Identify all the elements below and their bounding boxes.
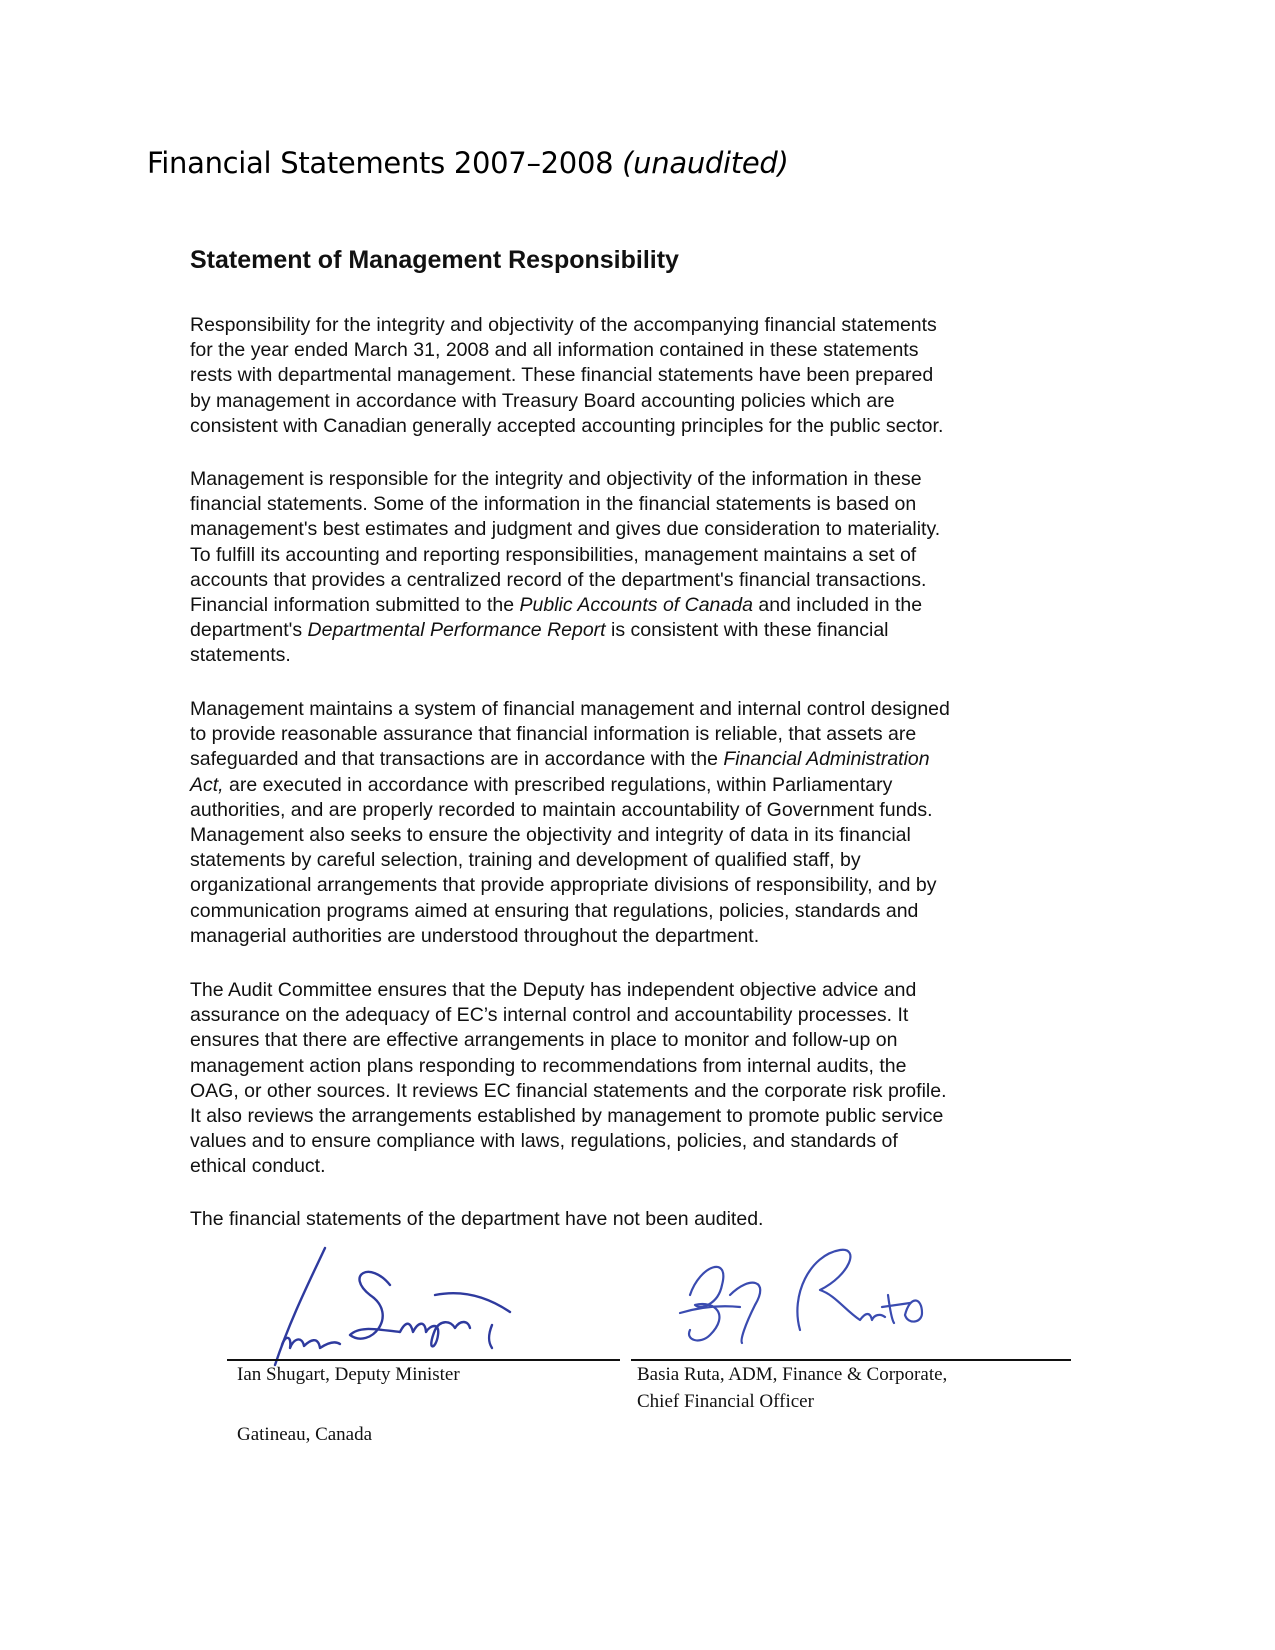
place-of-signing: Gatineau, Canada bbox=[237, 1424, 373, 1445]
signatory-name-title-line2: Chief Financial Officer bbox=[637, 1391, 814, 1412]
text-line: rests with departmental management. These financial statements have been prepared bbox=[190, 364, 934, 387]
signatory-name-title-line1: Basia Ruta, ADM, Finance & Corporate, bbox=[637, 1364, 948, 1385]
text-line: organizational arrangements that provide appropriate divisions of responsibility, and by bbox=[190, 874, 937, 897]
text-run: are executed in accordance with prescribed regulations, within Parliamentary bbox=[223, 773, 893, 796]
italic-title-dpr: Departmental Performance Report bbox=[307, 619, 606, 642]
text-line: managerial authorities are understood throughout the department. bbox=[190, 924, 760, 947]
text-line bbox=[190, 618, 1090, 643]
text-run: department's bbox=[190, 619, 308, 642]
text-line bbox=[190, 773, 1090, 798]
signature-line bbox=[227, 1359, 620, 1361]
text-line: communication programs aimed at ensuring that regulations, policies, standards and bbox=[190, 899, 919, 922]
paragraph-integrity bbox=[190, 467, 1090, 669]
text-line: accounts that provides a centralized record of the department's financial transactions. bbox=[190, 568, 927, 591]
text-line: ensures that there are effective arrangements in place to monitor and follow-up on bbox=[190, 1029, 898, 1052]
text-run: Financial information submitted to the bbox=[190, 594, 520, 617]
text-line: Responsibility for the integrity and objectivity of the accompanying financial statements bbox=[190, 314, 937, 336]
text-run: safeguarded and that transactions are in accordance with the bbox=[190, 748, 724, 771]
text-line: financial statements. Some of the information in the financial statements is based on bbox=[190, 493, 917, 516]
paragraph-internal-control bbox=[190, 697, 1090, 949]
text-line: ethical conduct. bbox=[190, 1155, 326, 1178]
signature-basia-ruta-icon bbox=[660, 1235, 960, 1360]
signatory-name-title bbox=[637, 1363, 947, 1414]
text-line: management's best estimates and judgment and gives due consideration to materiality. bbox=[190, 518, 941, 541]
signatory-name-title: Ian Shugart, Deputy Minister bbox=[237, 1364, 460, 1385]
italic-title-public-accounts: Public Accounts of Canada bbox=[519, 594, 753, 617]
text-line: for the year ended March 31, 2008 and all information contained in these statements bbox=[190, 339, 919, 362]
signature-ian-shugart-icon bbox=[230, 1240, 590, 1370]
italic-title-fa-act-cont: Act, bbox=[190, 773, 224, 796]
title-main: Financial Statements 2007–2008 bbox=[147, 146, 614, 180]
text-line bbox=[190, 593, 1090, 618]
text-line: OAG, or other sources. It reviews EC financial statements and the corporate risk profile. bbox=[190, 1079, 947, 1102]
text-line: consistent with Canadian generally accepted accounting principles for the public sector. bbox=[190, 414, 944, 437]
paragraph-responsibility bbox=[190, 313, 1090, 439]
text-line: The financial statements of the department have not been audited. bbox=[190, 1208, 764, 1230]
title-qualifier: (unaudited) bbox=[622, 146, 789, 180]
text-line: management action plans responding to recommendations from internal audits, the bbox=[190, 1054, 907, 1077]
section-heading: Statement of Management Responsibility bbox=[190, 246, 679, 274]
text-run: and included in the bbox=[752, 594, 923, 617]
text-line: Management also seeks to ensure the objectivity and integrity of data in its financial bbox=[190, 824, 911, 847]
text-line: To fulfill its accounting and reporting responsibilities, management maintains a set of bbox=[190, 543, 917, 566]
document-title bbox=[147, 146, 789, 180]
text-line: statements by careful selection, training and development of qualified staff, by bbox=[190, 849, 861, 872]
italic-title-fa-act: Financial Administration bbox=[723, 748, 930, 771]
text-line bbox=[190, 747, 1090, 772]
text-line: values and to ensure compliance with laws, regulations, policies, and standards of bbox=[190, 1130, 898, 1153]
signature-line bbox=[631, 1359, 1071, 1361]
text-run: is consistent with these financial bbox=[605, 619, 889, 642]
text-line: statements. bbox=[190, 644, 291, 667]
text-line: It also reviews the arrangements established by management to promote public service bbox=[190, 1105, 944, 1128]
text-line: The Audit Committee ensures that the Deputy has independent objective advice and bbox=[190, 979, 917, 1001]
text-line: Management maintains a system of financial management and internal control designed bbox=[190, 698, 950, 720]
text-line: by management in accordance with Treasury Board accounting policies which are bbox=[190, 389, 895, 412]
text-line: authorities, and are properly recorded to maintain accountability of Government funds. bbox=[190, 798, 933, 821]
text-line: to provide reasonable assurance that financial information is reliable, that assets are bbox=[190, 723, 917, 746]
paragraph-audit-committee bbox=[190, 978, 1090, 1180]
paragraph-not-audited bbox=[190, 1207, 1090, 1232]
text-line: assurance on the adequacy of EC’s internal control and accountability processes. It bbox=[190, 1004, 909, 1027]
text-line: Management is responsible for the integrity and objectivity of the information in these bbox=[190, 468, 922, 490]
